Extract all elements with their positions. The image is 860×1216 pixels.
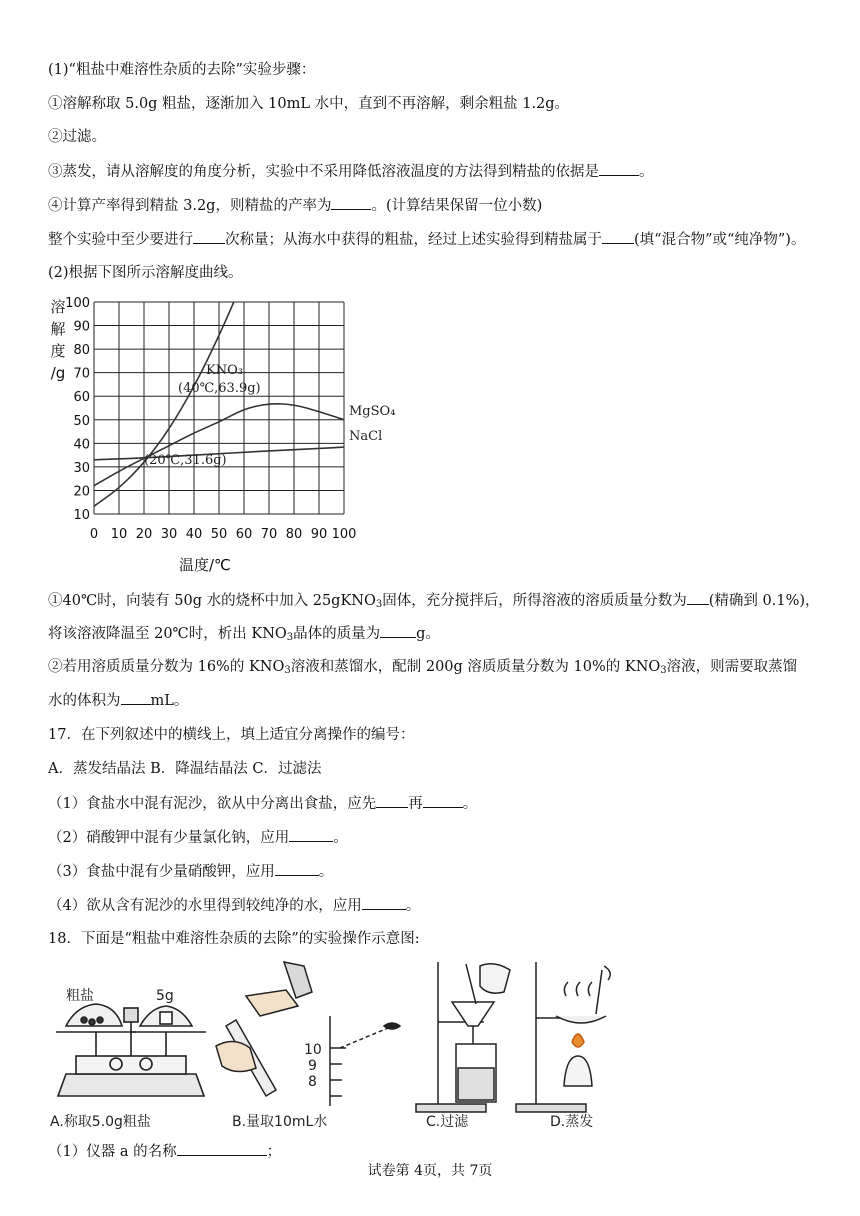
answer-blank[interactable]	[177, 1141, 267, 1156]
q16-sub2-text-b: 溶液和蒸馏水，配制 200g 溶质质量分数为 10%的 KNO	[290, 659, 661, 675]
y-tick-label: 20	[73, 484, 90, 500]
answer-blank[interactable]	[275, 861, 319, 876]
q17-p4-text-b: 。	[405, 898, 421, 914]
balance-left-label: 粗盐	[66, 988, 94, 1004]
y-tick-label: 80	[73, 343, 90, 359]
q17-p2	[48, 827, 348, 848]
q16-weigh-text-a: 整个实验中至少要进行	[48, 232, 193, 248]
y-tick-label: 70	[73, 366, 90, 382]
q16-step3-text: ③蒸发，请从溶解度的角度分析，实验中不采用降低溶液温度的方法得到精盐的依据是	[48, 164, 599, 180]
answer-blank[interactable]	[193, 229, 225, 244]
caption-d: D.蒸发	[550, 1114, 594, 1130]
q16-sub1-line1	[48, 590, 820, 615]
y-tick-label: 30	[73, 460, 90, 476]
cylinder-tick-10: 10	[304, 1042, 322, 1058]
series-label-mgso4: MgSO₄	[349, 404, 396, 419]
subscript: 3	[284, 665, 291, 676]
balance-illustration	[56, 1004, 206, 1096]
q17-options: A．蒸发结晶法 B．降温结晶法 C．过滤法	[48, 761, 322, 777]
x-tick-label: 50	[210, 527, 228, 542]
y-tick-label: 60	[73, 390, 90, 406]
q16-sub1-text-f: g。	[416, 626, 440, 642]
q16-sub2-text-c: 溶液，则需要取蒸馏	[666, 659, 798, 675]
ylabel-char: 解	[50, 320, 66, 338]
q16-weigh-text-b: 次称量；从海水中获得的粗盐，经过上述实验得到精盐属于	[225, 232, 602, 248]
x-tick-label: 60	[235, 527, 253, 542]
q16-sub2-text-e: mL。	[150, 693, 189, 709]
q17-p1-text-c: 。	[462, 796, 478, 812]
answer-blank[interactable]	[362, 895, 406, 910]
q16-step2: ②过滤。	[48, 129, 106, 145]
annotation-20c: (20℃,31.6g)	[144, 453, 227, 468]
x-tick-label: 90	[310, 527, 328, 542]
q16-sub1-line2	[48, 623, 440, 648]
q18-p1	[48, 1141, 281, 1162]
q17-p3-text-b: 。	[318, 864, 334, 880]
chart-ticks	[65, 296, 356, 542]
q16-step4-text: ④计算产率得到精盐 3.2g，则精盐的产率为	[48, 198, 332, 214]
x-tick-label: 10	[110, 527, 128, 542]
answer-blank[interactable]	[376, 793, 408, 808]
y-tick-label: 50	[73, 413, 90, 429]
q16-step4-end: 。(计算结果保留一位小数)	[371, 198, 543, 214]
y-tick-label: 90	[73, 319, 90, 335]
y-tick-label: 10	[73, 508, 90, 523]
q16-sub1-text-b: 固体，充分搅拌后，所得溶液的溶质质量分数为	[382, 593, 687, 609]
cylinder-tick-8: 8	[308, 1074, 317, 1090]
q18-title: 18．下面是“粗盐中难溶性杂质的去除”的实验操作示意图:	[48, 931, 420, 947]
q18-p1-text-a: （1）仪器 a 的名称	[48, 1144, 177, 1160]
subscript: 3	[660, 665, 667, 676]
answer-blank[interactable]	[331, 195, 371, 210]
answer-blank[interactable]	[289, 827, 333, 842]
page-footer: 试卷第 4页，共 7页	[367, 1163, 493, 1179]
series-label-nacl: NaCl	[349, 429, 383, 444]
subscript: 3	[286, 632, 294, 643]
balance-right-label: 5g	[156, 988, 174, 1004]
answer-blank[interactable]	[687, 590, 709, 605]
q18-p1-text-b: ；	[266, 1144, 282, 1160]
answer-blank[interactable]	[423, 793, 463, 808]
x-tick-label: 30	[160, 527, 178, 542]
q16-sub2-line1	[48, 657, 797, 681]
answer-blank[interactable]	[380, 623, 416, 638]
q17-title: 17．在下列叙述中的横线上，填上适宜分离操作的编号：	[48, 727, 415, 743]
q17-p1-text-b: 再	[408, 796, 423, 812]
series-label-kno3: KNO₃	[206, 363, 243, 378]
subscript: 3	[375, 599, 383, 610]
q16-sub2-line2	[48, 690, 188, 711]
ylabel-char: 溶	[50, 298, 66, 316]
x-tick-label: 0	[89, 527, 99, 542]
answer-blank[interactable]	[602, 229, 634, 244]
answer-blank[interactable]	[599, 161, 639, 176]
q16-step1: ①溶解称取 5.0g 粗盐，逐渐加入 10mL 水中，直到不再溶解，剩余粗盐 1.2g。	[48, 96, 570, 112]
caption-a: A.称取5.0g粗盐	[50, 1114, 151, 1130]
q16-step3-end: 。	[639, 164, 654, 180]
solubility-chart	[44, 294, 396, 584]
q16-sub2-text-a: ②若用溶质质量分数为 16%的 KNO	[48, 659, 285, 675]
caption-c: C.过滤	[426, 1114, 469, 1130]
q17-p3	[48, 861, 333, 882]
x-tick-label: 40	[185, 527, 203, 542]
x-tick-label: 20	[135, 527, 153, 542]
q17-p2-text-b: 。	[333, 830, 348, 846]
q16-part2-title: (2)根据下图所示溶解度曲线。	[48, 265, 243, 281]
ylabel-char: /g	[50, 364, 66, 382]
q17-p1	[48, 793, 477, 814]
q16-step3	[48, 161, 654, 182]
answer-blank[interactable]	[121, 690, 151, 705]
q17-p4	[48, 895, 420, 916]
annotation-40c: (40℃,63.9g)	[178, 381, 261, 396]
q17-p4-text-a: （4）欲从含有泥沙的水里得到较纯净的水，应用	[48, 898, 362, 914]
q17-p1-text-a: （1）食盐水中混有泥沙，欲从中分离出食盐，应先	[48, 796, 377, 812]
y-tick-label: 100	[65, 296, 90, 311]
filtration-illustration	[416, 962, 510, 1112]
y-tick-label: 40	[73, 437, 90, 453]
q17-p3-text-a: （3）食盐中混有少量硝酸钾，应用	[48, 864, 275, 880]
q16-part1-title: (1)“粗盐中难溶性杂质的去除”实验步骤：	[48, 62, 316, 78]
q16-weigh-text-c: (填“混合物”或“纯净物”)。	[634, 232, 806, 248]
q17-p2-text-a: （2）硝酸钾中混有少量氯化钠，应用	[48, 830, 290, 846]
q16-sub1-text-d: 将该溶液降温至 20℃时，析出 KNO	[48, 626, 287, 642]
q16-sub1-text-e: 晶体的质量为	[293, 626, 381, 642]
evaporation-illustration	[516, 962, 610, 1112]
x-tick-label: 100	[331, 527, 357, 542]
caption-b: B.量取10mL水	[232, 1114, 328, 1130]
cylinder-tick-9: 9	[308, 1058, 317, 1074]
x-tick-label: 80	[285, 527, 303, 542]
q16-sub2-text-d: 水的体积为	[48, 693, 121, 709]
q16-sub1-text-c: (精确到 0.1%)，	[708, 593, 820, 609]
q16-step4	[48, 195, 542, 216]
x-tick-label: 70	[260, 527, 278, 542]
chart-xlabel: 温度/℃	[179, 556, 231, 574]
q16-weigh	[48, 229, 805, 250]
ylabel-char: 度	[50, 342, 66, 360]
experiment-figures	[36, 956, 636, 1136]
q16-sub1-text-a: ①40℃时，向装有 50g 水的烧杯中加入 25gKNO	[48, 593, 376, 609]
chart-ylabel	[50, 298, 65, 382]
